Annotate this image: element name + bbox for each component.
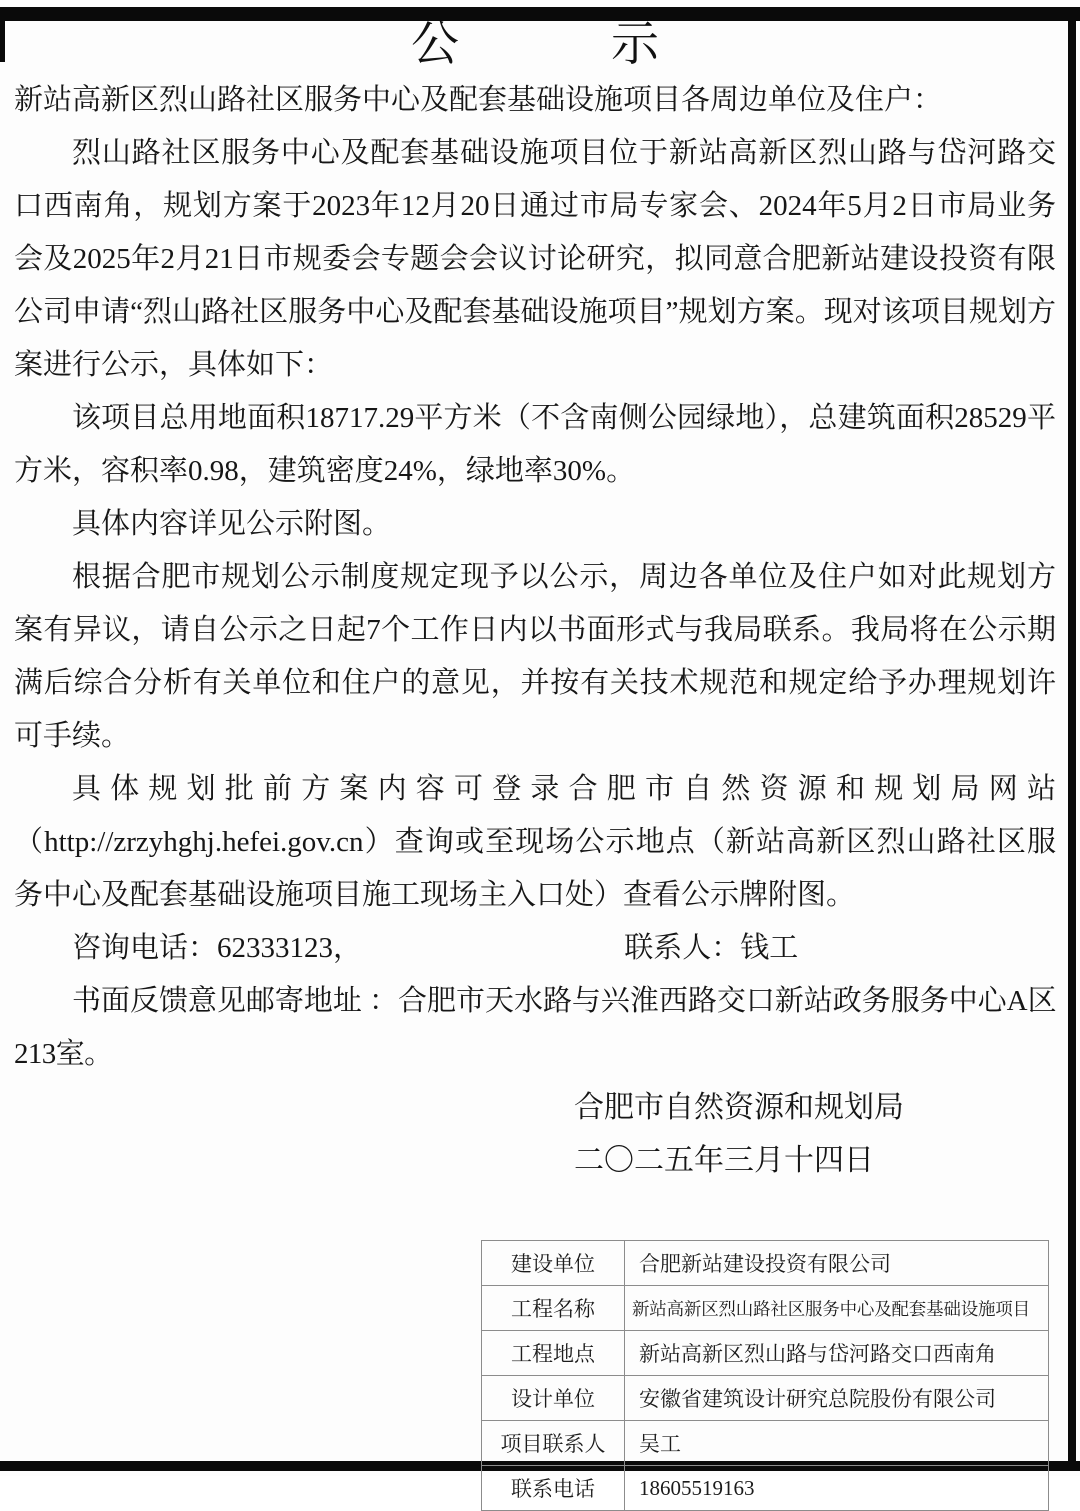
project-info-table [481,1240,1049,1511]
contact-phone: 咨询电话：62333123， [72,932,363,964]
row-value: 合肥新站建设投资有限公司 [625,1241,1049,1286]
row-value: 18605519163 [625,1466,1049,1511]
table-row [482,1466,1049,1511]
row-value: 新站高新区烈山路社区服务中心及配套基础设施项目 [625,1286,1049,1331]
signature-date: 二〇二五年三月十四日 [574,1144,874,1177]
signature-block [14,1081,1056,1187]
row-label: 项目联系人 [482,1421,625,1466]
contact-person: 联系人：钱工 [624,932,799,964]
notice-content [14,16,1056,1511]
table-row [482,1421,1049,1466]
row-label: 设计单位 [482,1376,625,1421]
page-border-left-stub [0,7,5,62]
table-row [482,1376,1049,1421]
row-label: 建设单位 [482,1241,625,1286]
table-row [482,1241,1049,1286]
paragraph-see-attachment: 具体内容详见公示附图。 [72,508,392,540]
page-title: 公 示 [410,18,659,71]
row-label: 工程名称 [482,1286,625,1331]
page-border-right [1068,7,1076,1469]
paragraph-project-metrics: 该项目总用地面积18717.29平方米（不含南侧公园绿地），总建筑面积28529平方米，容积率0.98，建筑密度24%，绿地率30%。 [14,402,1056,487]
mailing-address: 书面反馈意见邮寄地址 ：合肥市天水路与兴淮西路交口新站政务服务中心A区213室。 [14,985,1056,1070]
salutation-line: 新站高新区烈山路社区服务中心及配套基础设施项目各周边单位及住户： [14,84,943,116]
row-label: 联系电话 [482,1466,625,1511]
row-value: 吴工 [625,1421,1049,1466]
table-row [482,1331,1049,1376]
row-value: 新站高新区烈山路与岱河路交口西南角 [625,1331,1049,1376]
contact-line [14,922,1056,975]
paragraph-objection-period: 根据合肥市规划公示制度规定现予以公示，周边各单位及住户如对此规划方案有异议，请自公示之日起7个工作日内以书面形式与我局联系。我局将在公示期满后综合分析有关单位和住户的意见，并按有关技术规范和规定给予办理规划许可手续。 [14,561,1056,752]
paragraph-website-and-site: 具体规划批前方案内容可登录合肥市自然资源和规划局网站（http://zrzyhghj.hefei.gov.cn）查询或至现场公示地点（新站高新区烈山路社区服务中心及配套基础设施项目施工现场主入口处）查看公示牌附图。 [14,773,1056,911]
row-value: 安徽省建筑设计研究总院股份有限公司 [625,1376,1049,1421]
signature-org: 合肥市自然资源和规划局 [574,1091,904,1124]
paragraph-project-approval: 烈山路社区服务中心及配套基础设施项目位于新站高新区烈山路与岱河路交口西南角，规划方案于2023年12月20日通过市局专家会、2024年5月2日市局业务会及2025年2月21日市规委会专题会会议讨论研究，拟同意合肥新站建设投资有限公司申请“烈山路社区服务中心及配套基础设施项目”规划方案。现对该项目规划方案进行公示，具体如下： [14,137,1056,381]
row-label: 工程地点 [482,1331,625,1376]
table-row [482,1286,1049,1331]
